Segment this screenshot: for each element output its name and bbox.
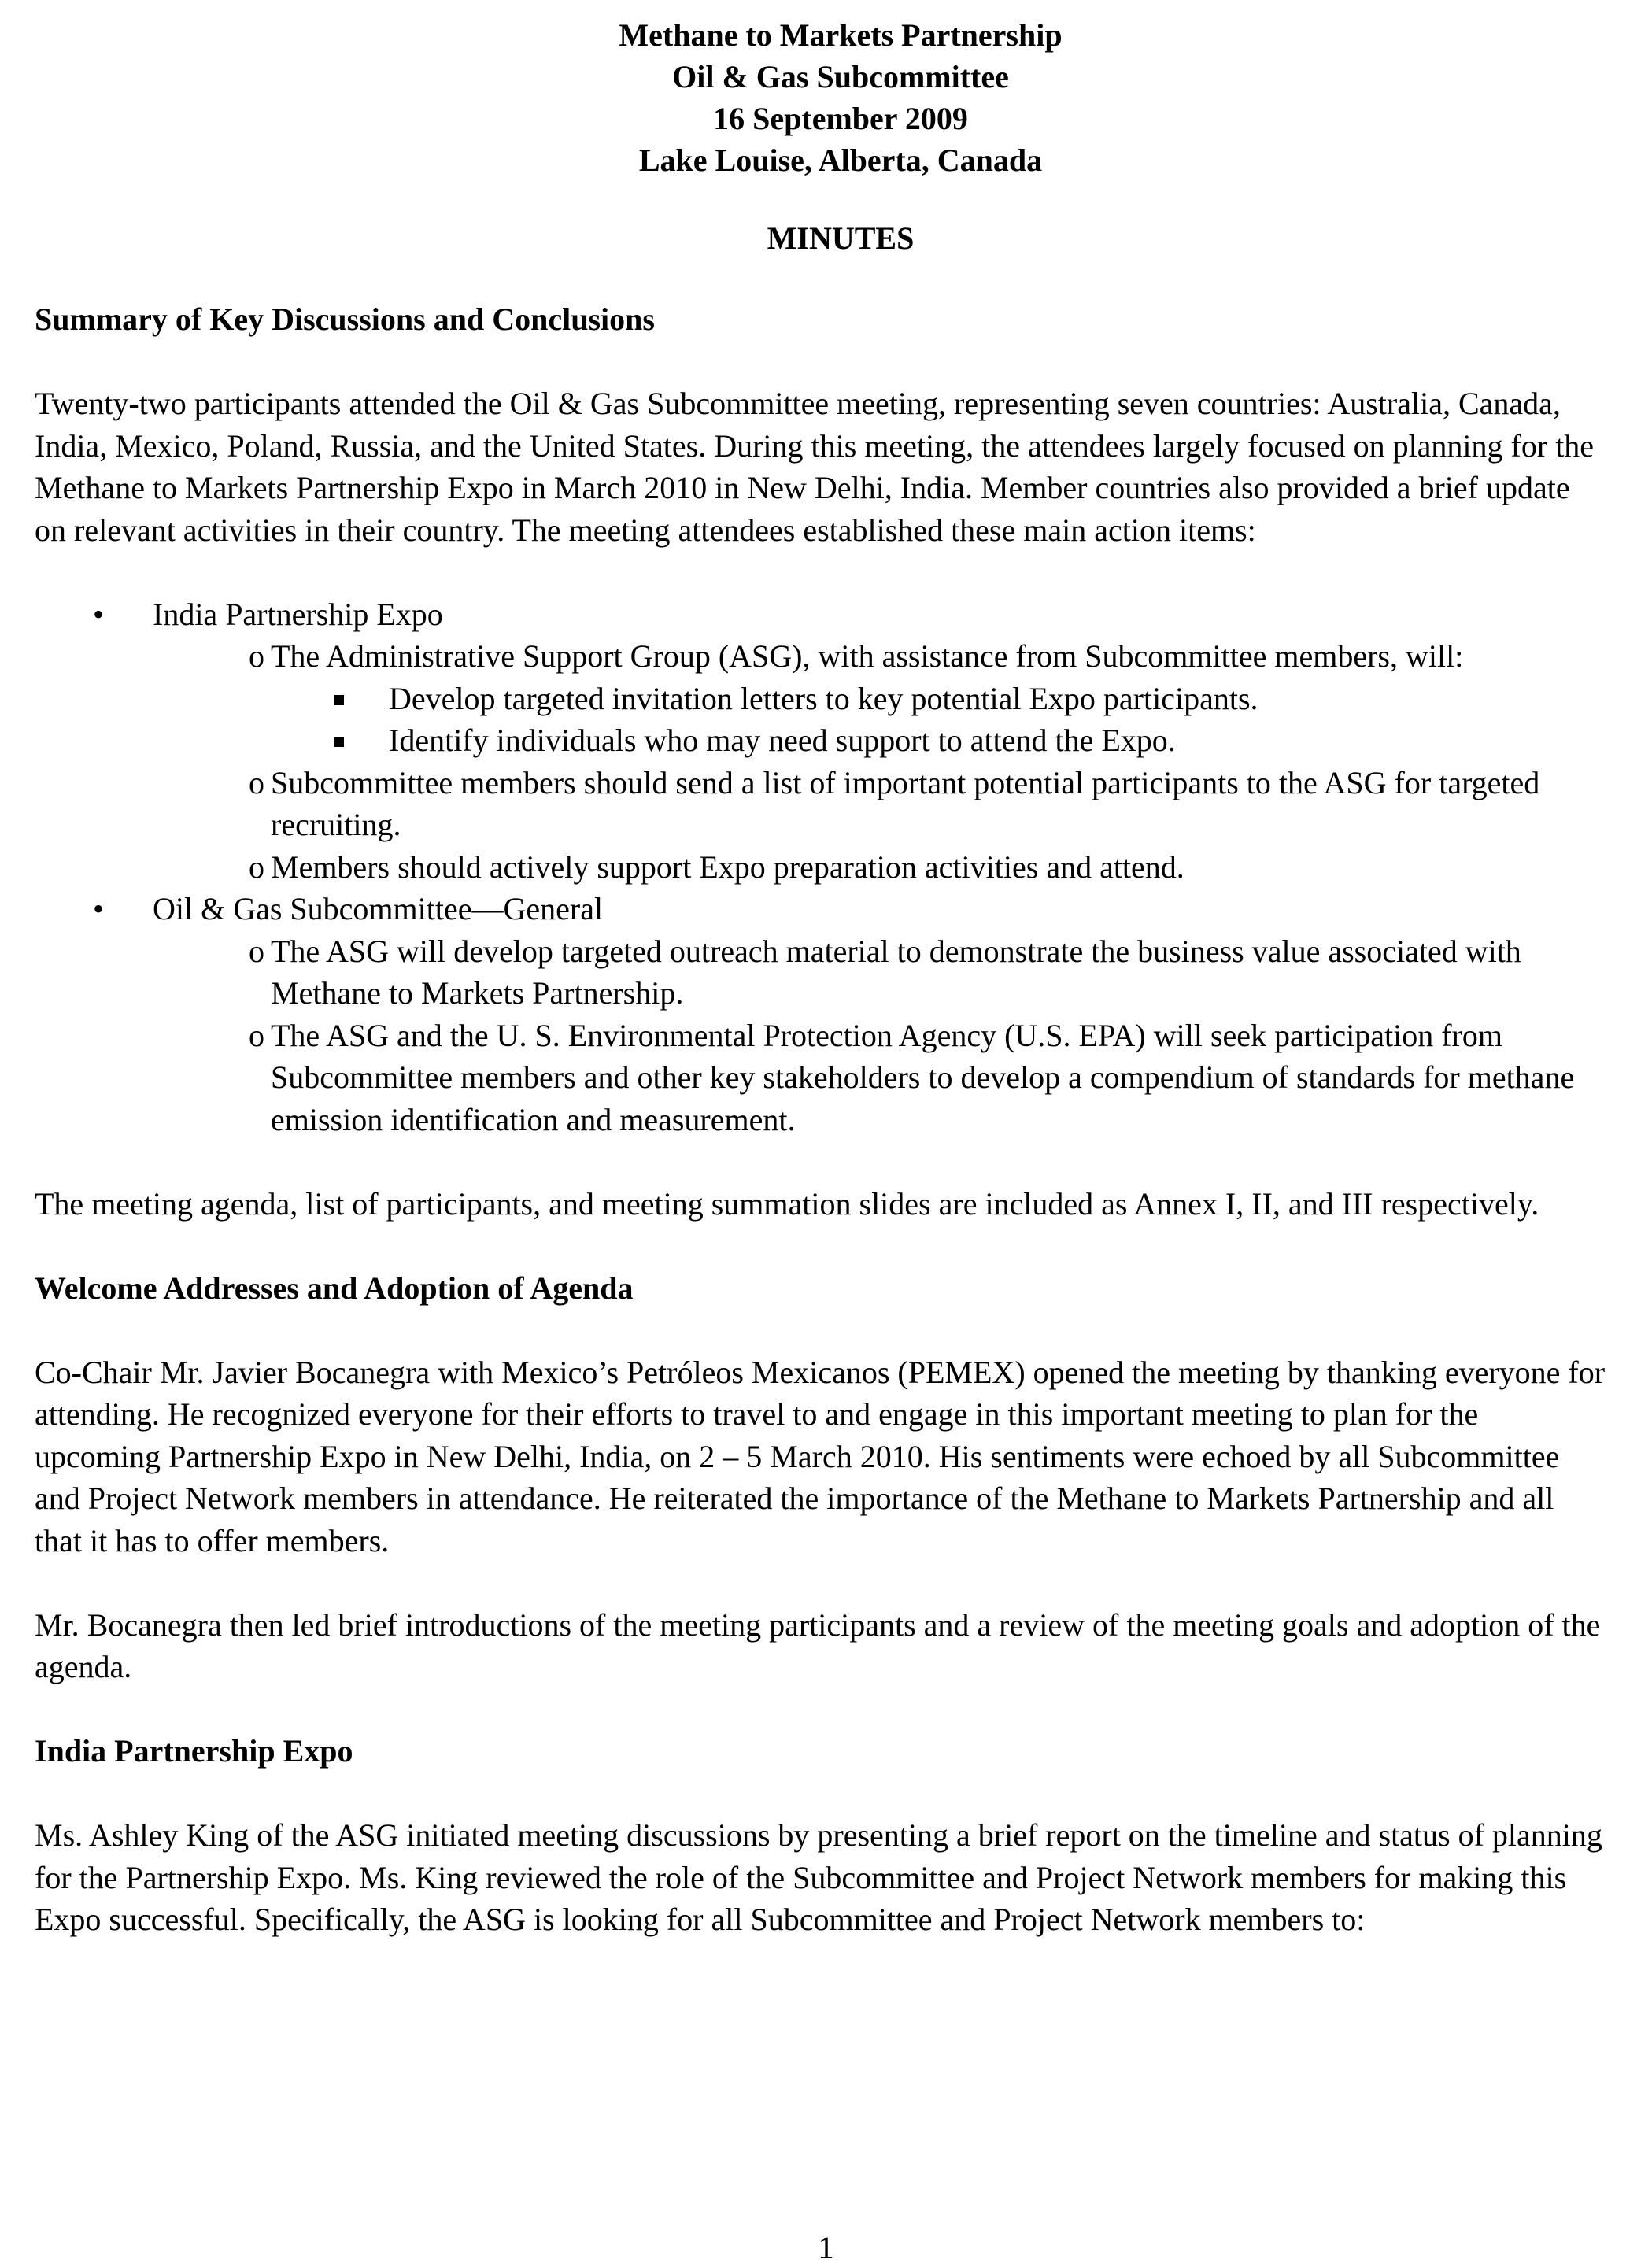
page-number: 1: [818, 2230, 834, 2265]
summary-intro-paragraph: Twenty-two participants attended the Oil & Gas Subcommittee meeting, representing seven countries: Australia, Canada, India, Mexico, Poland, Russia, and the United States. During this meeting, the attendees largely focused on planning for the Methane to Markets Partnership Expo in March 2010 in New Delhi, India. Member countries also provided a brief update on relevant activities in their country. The meeting attendees established these main action items:: [35, 386, 1595, 548]
header-line-partnership: Methane to Markets Partnership: [619, 17, 1063, 53]
list-item-text: Subcommittee members should send a list of important potential participants to the ASG for targeted recruiting.: [271, 764, 1540, 842]
square-bullet-icon: [334, 695, 344, 705]
header-line-location: Lake Louise, Alberta, Canada: [638, 142, 1043, 178]
sub-sub-list: [271, 678, 1609, 762]
list-item-text: Members should actively support Expo preparation activities and attend.: [271, 848, 1184, 885]
sub-list: [153, 930, 1609, 1141]
circle-bullet-icon: o: [249, 933, 264, 969]
list-item: [153, 635, 1609, 762]
list-item: [35, 888, 1609, 1140]
action-items-list: [35, 593, 1609, 1141]
bullet-icon: •: [93, 596, 105, 632]
circle-bullet-icon: o: [249, 638, 264, 674]
page-title: MINUTES: [767, 220, 915, 256]
circle-bullet-icon: o: [249, 764, 264, 800]
welcome-paragraph-1: Co-Chair Mr. Javier Bocanegra with Mexico’s Petróleos Mexicanos (PEMEX) opened the meeting by thanking everyone for attending. He recognized everyone for their efforts to travel to and engage in this important meeting to plan for the upcoming Partnership Expo in New Delhi, India, on 2 – 5 March 2010. His sentiments were echoed by all Subcommittee and Project Network members in attendance. He reiterated the importance of the Methane to Markets Partnership and all that it has to offer members.: [35, 1354, 1606, 1558]
list-item: [153, 846, 1609, 889]
header-line-date: 16 September 2009: [713, 101, 968, 136]
list-item-label: Oil & Gas Subcommittee—General: [153, 891, 604, 926]
annex-note-paragraph: The meeting agenda, list of participants, and meeting summation slides are included as Annex I, II, and III respectively.: [35, 1185, 1539, 1222]
list-item-text: The ASG and the U. S. Environmental Protection Agency (U.S. EPA) will seek participation from Subcommittee members and other key stakeholders to develop a compendium of standards for methane emission identification and measurement.: [271, 1017, 1575, 1137]
document-page: [35, 14, 1609, 1941]
list-item-text: Identify individuals who may need support to attend the Expo.: [389, 723, 1176, 758]
list-item: [271, 678, 1609, 720]
section-heading-summary: Summary of Key Discussions and Conclusions: [35, 301, 655, 337]
list-item-text: Develop targeted invitation letters to key potential Expo participants.: [389, 680, 1258, 716]
document-header: [35, 14, 1609, 181]
list-item: [153, 762, 1609, 846]
list-item-label: India Partnership Expo: [153, 596, 443, 632]
bullet-icon: •: [93, 891, 105, 926]
header-line-subcommittee: Oil & Gas Subcommittee: [672, 59, 1009, 94]
list-item-text: The Administrative Support Group (ASG), with assistance from Subcommittee members, will:: [271, 638, 1464, 674]
square-bullet-icon: [334, 737, 344, 747]
list-item: [153, 1015, 1609, 1141]
list-item: [35, 593, 1609, 889]
list-item: [153, 930, 1609, 1015]
list-item: [271, 719, 1609, 762]
welcome-paragraph-2: Mr. Bocanegra then led brief introductions of the meeting participants and a review of the meeting goals and adoption of the agenda.: [35, 1606, 1601, 1684]
section-heading-welcome: Welcome Addresses and Adoption of Agenda: [35, 1270, 634, 1306]
list-item-text: The ASG will develop targeted outreach material to demonstrate the business value associated with Methane to Markets Partnership.: [271, 933, 1521, 1011]
circle-bullet-icon: o: [249, 848, 264, 885]
sub-list: [153, 635, 1609, 888]
india-expo-paragraph: Ms. Ashley King of the ASG initiated meeting discussions by presenting a brief report on the timeline and status of planning for the Partnership Expo. Ms. King reviewed the role of the Subcommittee and Project Network members for making this Expo successful. Specifically, the ASG is looking for all Subcommittee and Project Network members to:: [35, 1817, 1602, 1937]
circle-bullet-icon: o: [249, 1017, 264, 1053]
section-heading-india-expo: India Partnership Expo: [35, 1733, 353, 1769]
